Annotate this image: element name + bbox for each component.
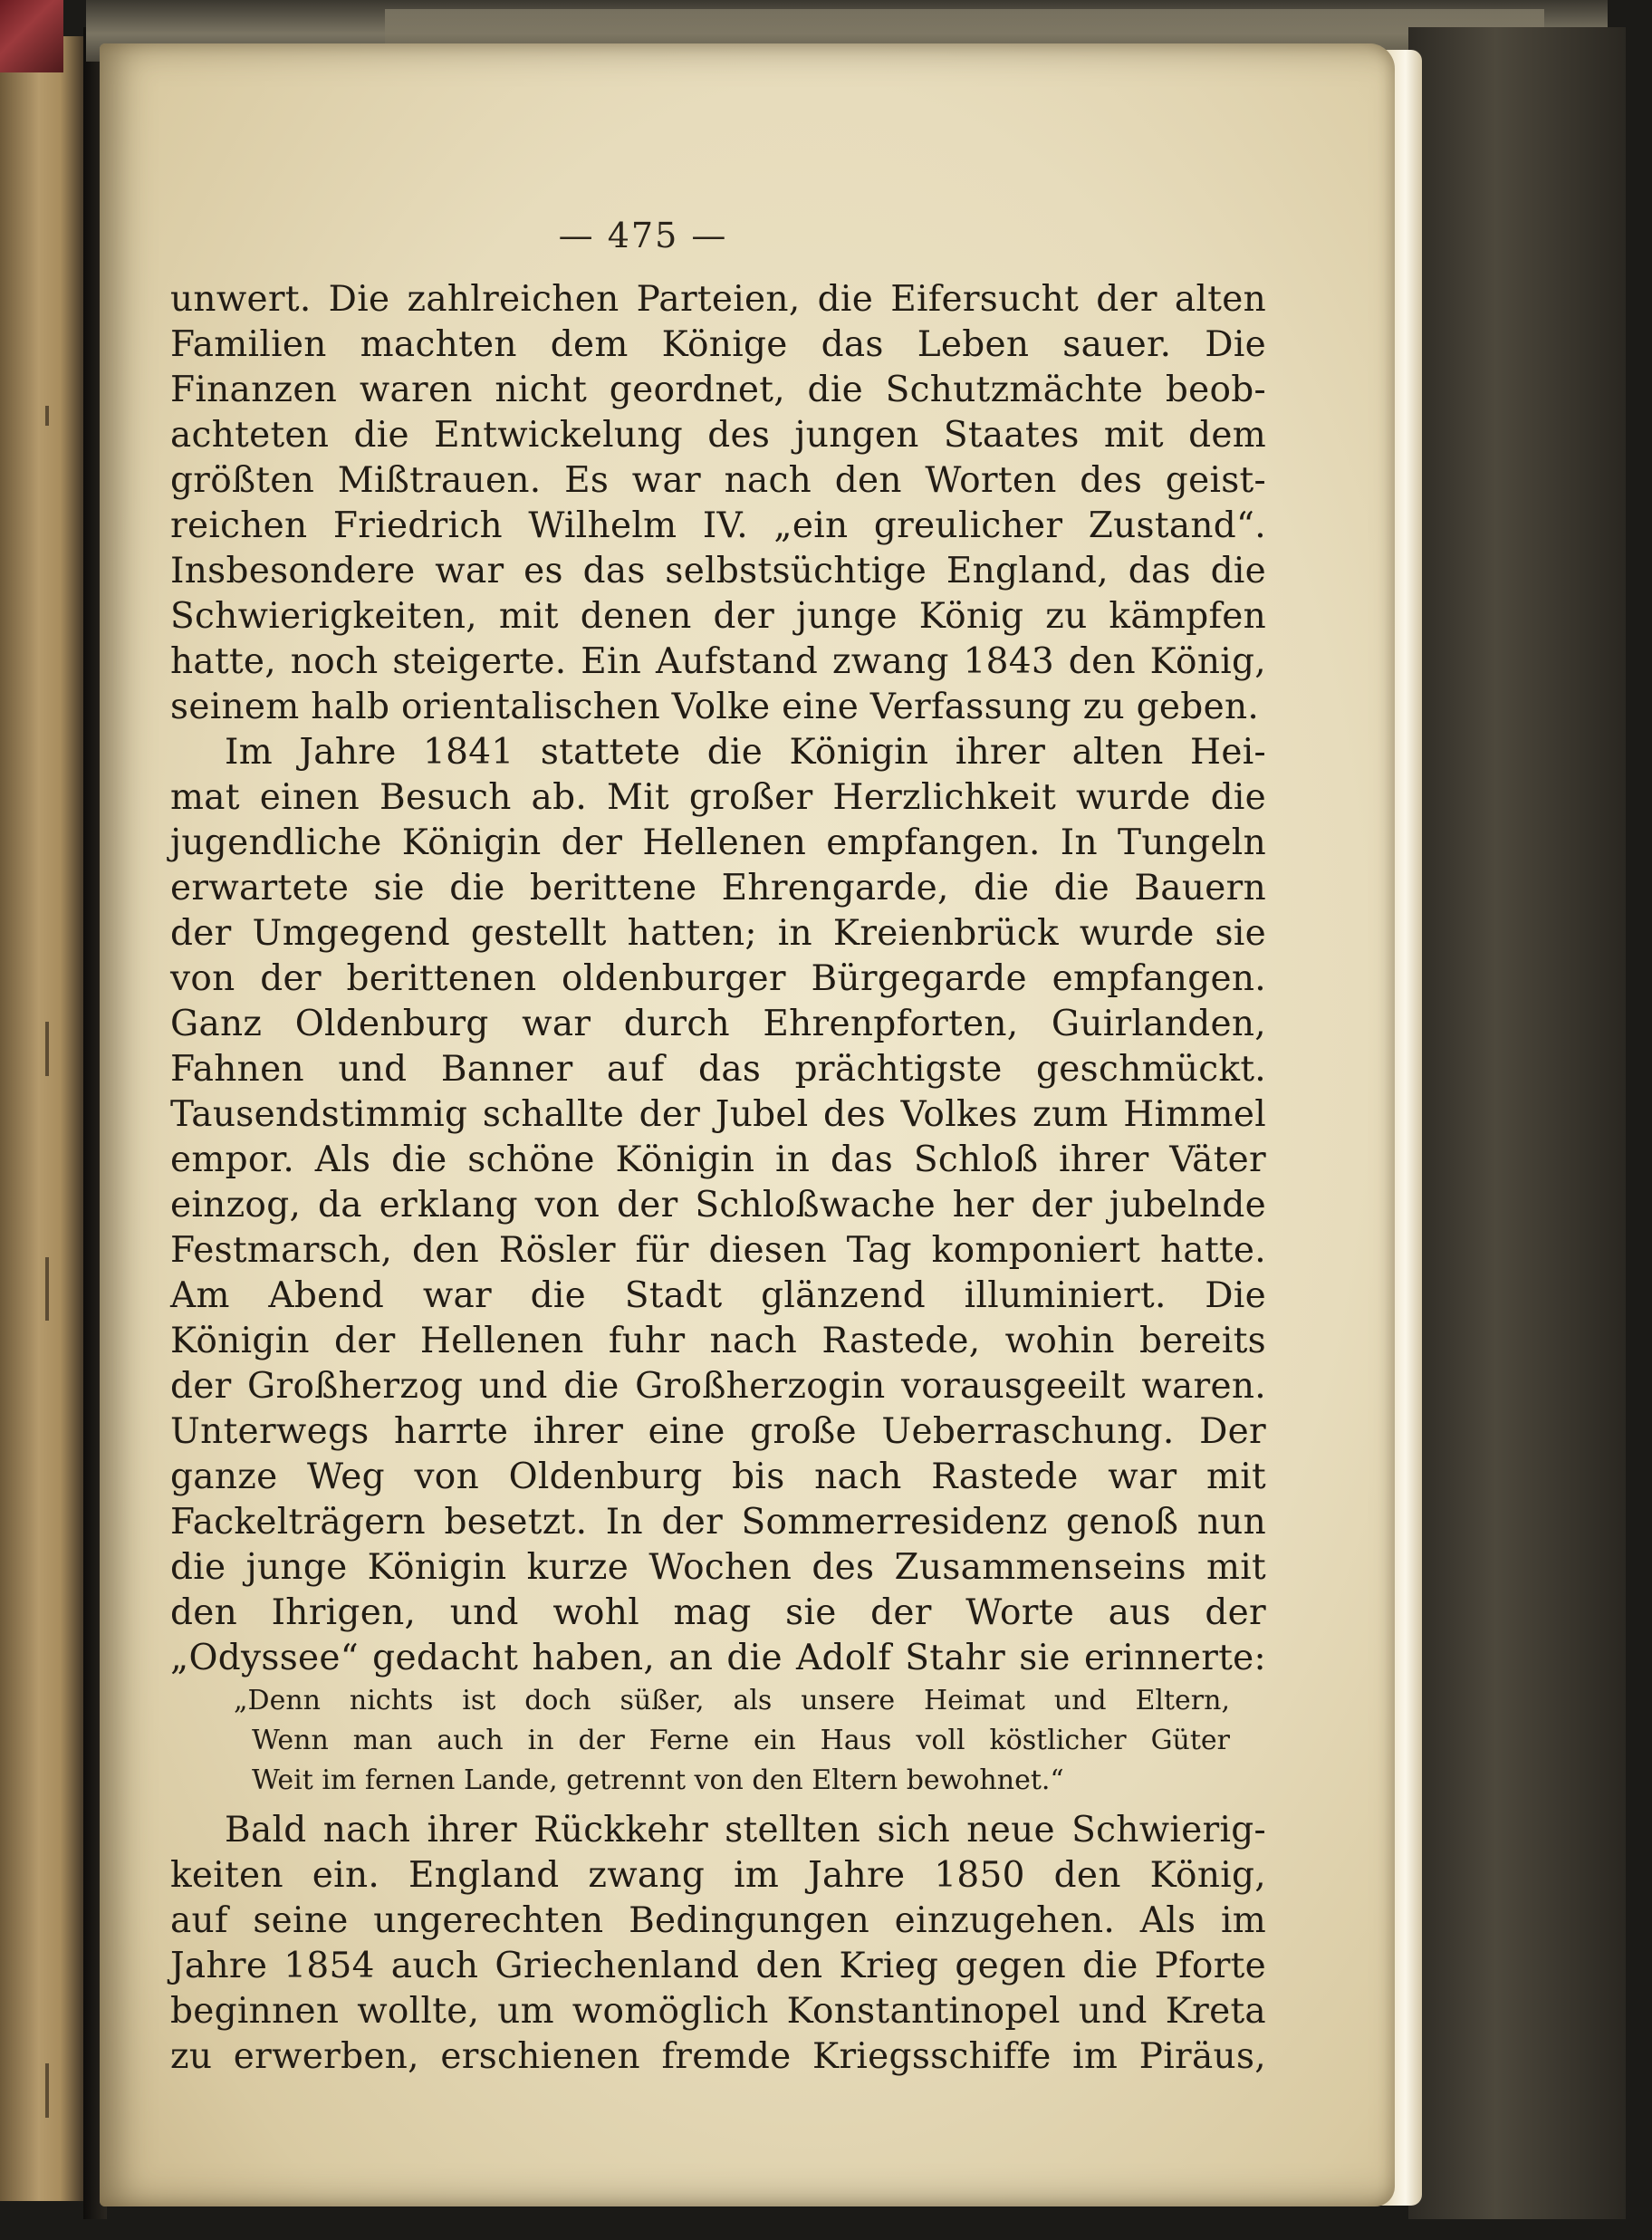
text-line: Fahnen und Banner auf das prächtigste geschmückt. (170, 1049, 1266, 1090)
text-line: keiten ein. England zwang im Jahre 1850 den König, (170, 1855, 1266, 1896)
quote-line: „Denn nichts ist doch süßer, als unsere Heimat und Eltern, (234, 1685, 1230, 1716)
text-line: beginnen wollte, um womöglich Konstantinopel und Kreta (170, 1991, 1266, 2032)
text-line: Unterwegs harrte ihrer eine große Ueberraschung. Der (170, 1411, 1266, 1452)
text-line: „Odyssee“ gedacht haben, an die Adolf Stahr sie erinnerte: (170, 1638, 1266, 1678)
page-number: — 475 — (558, 216, 728, 255)
quote-line: Wenn man auch in der Ferne ein Haus voll köstlicher Güter (252, 1725, 1230, 1756)
text-line: der Umgegend gestellt hatten; in Kreienbrück wurde sie (170, 913, 1266, 954)
text-line: Festmarsch, den Rösler für diesen Tag komponiert hatte. (170, 1230, 1266, 1271)
paragraph-3 (170, 1808, 1266, 2080)
quote-line: Weit im fernen Lande, getrennt von den Eltern bewohnet.“ (252, 1764, 1064, 1796)
text-line: achteten die Entwickelung des jungen Staates mit dem (170, 415, 1266, 456)
text-line: seinem halb orientalischen Volke eine Verfassung zu geben. (170, 687, 1260, 727)
text-line: erwartete sie die berittene Ehrengarde, die die Bauern (170, 868, 1266, 908)
text-line: Familien machten dem Könige das Leben sauer. Die (170, 324, 1266, 365)
text-line: Finanzen waren nicht geordnet, die Schutzmächte beob- (170, 370, 1266, 410)
text-line: Im Jahre 1841 stattete die Königin ihrer alten Hei- (225, 732, 1266, 773)
text-line: Fackelträgern besetzt. In der Sommerresidenz genoß nun (170, 1502, 1266, 1543)
spacer (170, 1801, 1266, 1808)
text-line: Königin der Hellenen fuhr nach Rastede, wohin bereits (170, 1321, 1266, 1361)
text-line: Bald nach ihrer Rückkehr stellten sich neue Schwierig- (225, 1810, 1266, 1851)
text-line: Schwierigkeiten, mit denen der junge König zu kämpfen (170, 596, 1266, 637)
edge-mark (45, 406, 49, 426)
paragraph-2 (170, 730, 1266, 1681)
binding-corner (0, 0, 63, 72)
text-line: der Großherzog und die Großherzogin vorausgeeilt waren. (170, 1366, 1266, 1407)
edge-mark (45, 2063, 49, 2118)
text-line: von der berittenen oldenburger Bürgegarde empfangen. (170, 958, 1266, 999)
page-text (170, 277, 1266, 2080)
text-line: den Ihrigen, und wohl mag sie der Worte aus der (170, 1592, 1266, 1633)
text-line: hatte, noch steigerte. Ein Aufstand zwang 1843 den König, (170, 641, 1266, 682)
previous-page-edge (0, 36, 86, 2201)
text-line: Jahre 1854 auch Griechenland den Krieg gegen die Pforte (170, 1946, 1266, 1986)
edge-mark (45, 1257, 49, 1321)
text-line: Ganz Oldenburg war durch Ehrenpforten, Guirlanden, (170, 1004, 1266, 1044)
text-line: die junge Königin kurze Wochen des Zusammenseins mit (170, 1547, 1266, 1588)
text-line: reichen Friedrich Wilhelm IV. „ein greulicher Zustand“. (170, 505, 1266, 546)
text-line: empor. Als die schöne Königin in das Schloß ihrer Väter (170, 1139, 1266, 1180)
text-line: mat einen Besuch ab. Mit großer Herzlichkeit wurde die (170, 777, 1266, 818)
book-cover-right (1408, 27, 1626, 2219)
text-line: unwert. Die zahlreichen Parteien, die Eifersucht der alten (170, 279, 1266, 320)
text-line: Am Abend war die Stadt glänzend illuminiert. Die (170, 1275, 1266, 1316)
verse-quote (170, 1681, 1266, 1801)
text-line: Tausendstimmig schallte der Jubel des Volkes zum Himmel (170, 1094, 1266, 1135)
text-line: auf seine ungerechten Bedingungen einzugehen. Als im (170, 1900, 1266, 1941)
book-page (100, 43, 1395, 2206)
text-line: ganze Weg von Oldenburg bis nach Rastede war mit (170, 1456, 1266, 1497)
text-line: jugendliche Königin der Hellenen empfangen. In Tungeln (170, 822, 1266, 863)
edge-mark (45, 1022, 49, 1076)
text-line: einzog, da erklang von der Schloßwache her der jubelnde (170, 1185, 1266, 1226)
paragraph-1 (170, 277, 1266, 730)
text-line: zu erwerben, erschienen fremde Kriegsschiffe im Piräus, (170, 2036, 1266, 2077)
text-line: Insbesondere war es das selbstsüchtige England, das die (170, 551, 1266, 591)
text-line: größten Mißtrauen. Es war nach den Worten des geist- (170, 460, 1266, 501)
